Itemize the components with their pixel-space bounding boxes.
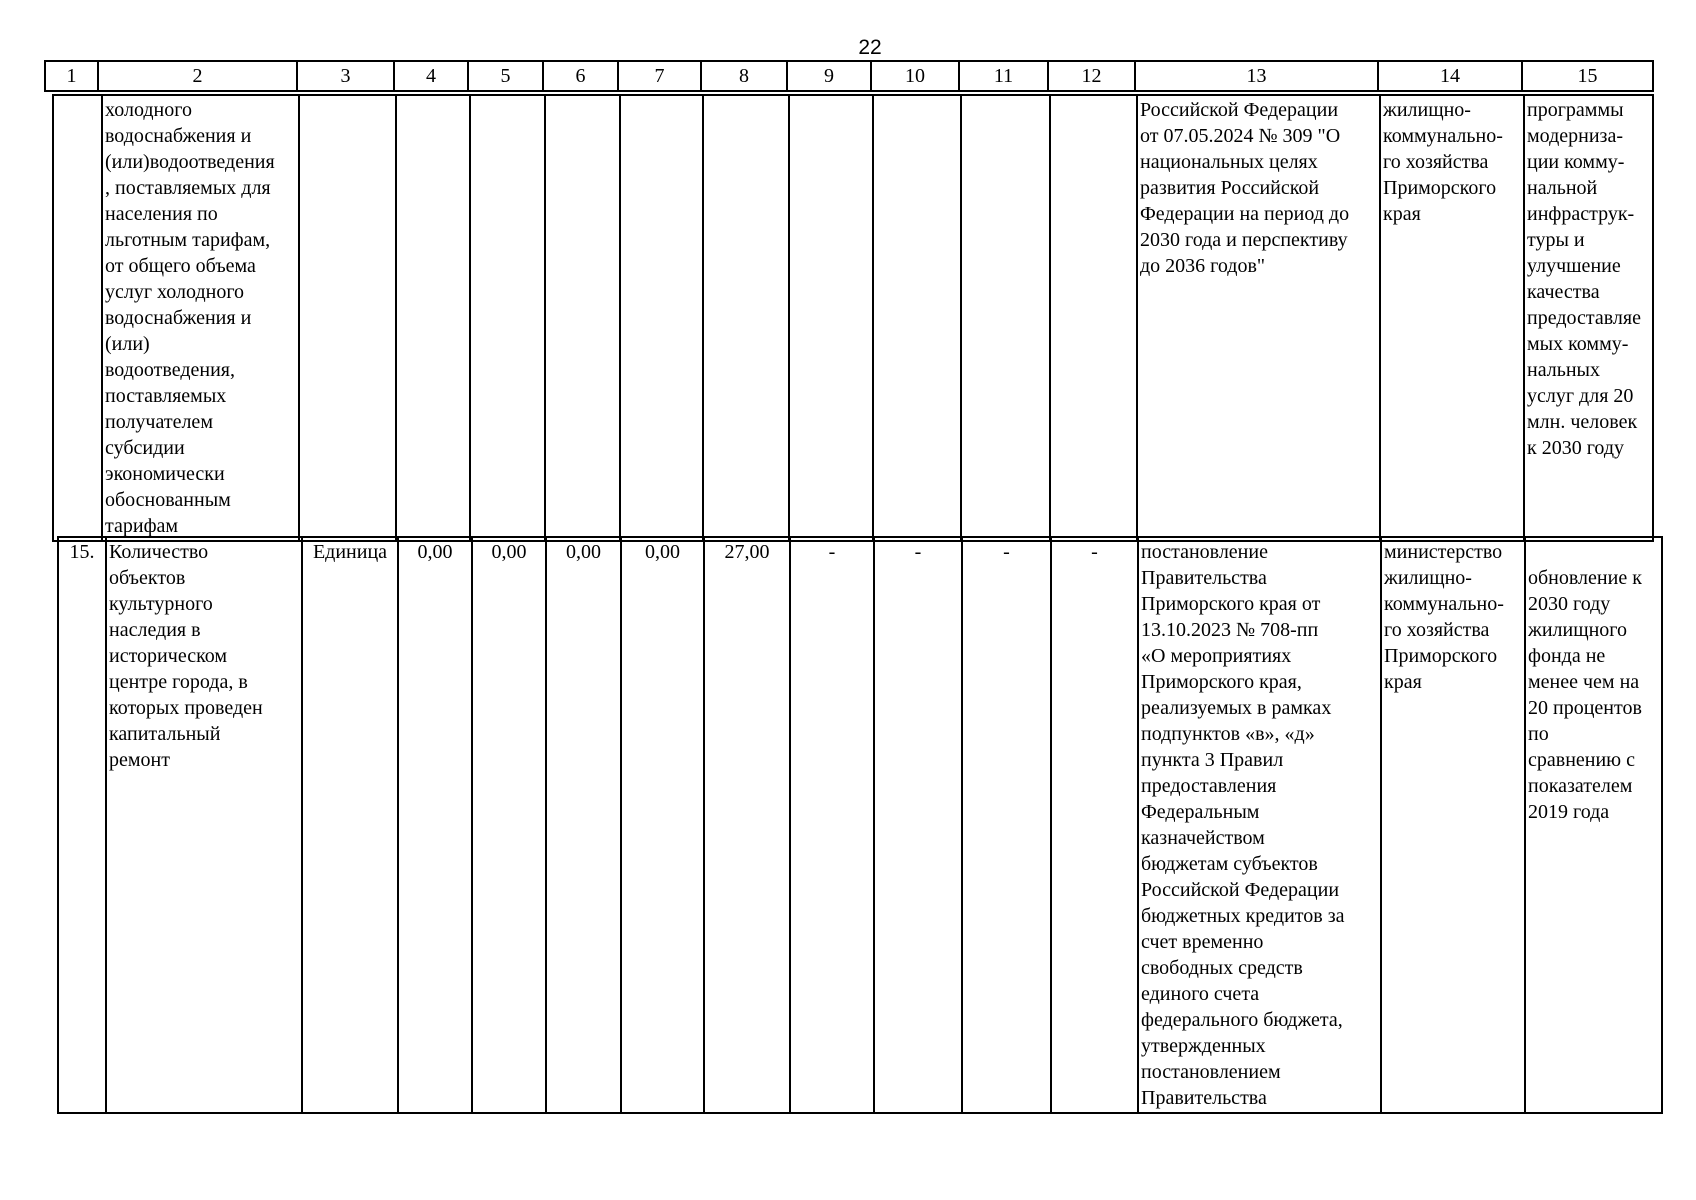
header-col-5: 5 <box>468 61 543 91</box>
value-col-12: - <box>1051 537 1138 1113</box>
header-col-12: 12 <box>1048 61 1135 91</box>
value-col-12 <box>1050 95 1137 541</box>
column-number-header <box>44 60 1654 92</box>
responsible-body: жилищно- коммунально- го хозяйства Приморского края <box>1380 95 1524 541</box>
header-col-1: 1 <box>45 61 98 91</box>
header-col-14: 14 <box>1378 61 1522 91</box>
value-col-5: 0,00 <box>472 537 546 1113</box>
header-col-8: 8 <box>701 61 787 91</box>
value-col-7: 0,00 <box>621 537 704 1113</box>
value-col-6 <box>545 95 620 541</box>
header-col-6: 6 <box>543 61 618 91</box>
indicator-name: холодного водоснабжения и (или)водоотведения , поставляемых для населения по льготным тарифам, от общего объема услуг холодного водоснабжения и (или) водоотведения, поставляемых получателем субсидии экономически обоснованным тарифам <box>102 95 299 541</box>
header-col-9: 9 <box>787 61 871 91</box>
value-col-4 <box>396 95 470 541</box>
value-col-5 <box>470 95 545 541</box>
table-row <box>58 537 1662 1113</box>
header-col-11: 11 <box>959 61 1048 91</box>
value-col-11: - <box>962 537 1051 1113</box>
value-col-6: 0,00 <box>546 537 621 1113</box>
legal-basis: постановление Правительства Приморского края от 13.10.2023 № 708-пп «О мероприятиях Приморского края, реализуемых в рамках подпунктов «в», «д» пункта 3 Правил предоставления Федеральным казначейством бюджетам субъектов Российской Федерации бюджетных кредитов за счет временно свободных средств единого счета федерального бюджета, утвержденных постановлением Правительства <box>1138 537 1381 1113</box>
header-col-7: 7 <box>618 61 701 91</box>
legal-basis: Российской Федерации от 07.05.2024 № 309 "О национальных целях развития Российской Федерации на период до 2030 года и перспективу до 2036 годов" <box>1137 95 1380 541</box>
value-col-10 <box>873 95 961 541</box>
header-col-2: 2 <box>98 61 297 91</box>
unit: Единица <box>302 537 398 1113</box>
linked-goal: обновление к 2030 году жилищного фонда не менее чем на 20 процентов по сравнению с показателем 2019 года <box>1525 537 1662 1113</box>
header-col-13: 13 <box>1135 61 1378 91</box>
header-col-10: 10 <box>871 61 959 91</box>
responsible-body: министерство жилищно- коммунально- го хозяйства Приморского края <box>1381 537 1525 1113</box>
header-col-3: 3 <box>297 61 394 91</box>
row-number <box>53 95 102 541</box>
value-col-11 <box>961 95 1050 541</box>
value-col-9: - <box>790 537 874 1113</box>
header-row <box>45 61 1653 91</box>
value-col-4: 0,00 <box>398 537 472 1113</box>
value-col-9 <box>789 95 873 541</box>
indicator-name: Количество объектов культурного наследия в историческом центре города, в которых проведен капитальный ремонт <box>106 537 302 1113</box>
header-col-15: 15 <box>1522 61 1653 91</box>
header-col-4: 4 <box>394 61 468 91</box>
unit <box>299 95 396 541</box>
indicator-table-row-15 <box>57 536 1663 1114</box>
indicator-table-continuation <box>52 94 1654 542</box>
value-col-8: 27,00 <box>704 537 790 1113</box>
page-number: 22 <box>858 36 882 59</box>
linked-goal: программы модерниза- ции комму- нальной инфраструк- туры и улучшение качества предоставляе мых комму- нальных услуг для 20 млн. человек к 2030 году <box>1524 95 1653 541</box>
value-col-7 <box>620 95 703 541</box>
value-col-10: - <box>874 537 962 1113</box>
row-number: 15. <box>58 537 106 1113</box>
table-row <box>53 95 1653 541</box>
value-col-8 <box>703 95 789 541</box>
